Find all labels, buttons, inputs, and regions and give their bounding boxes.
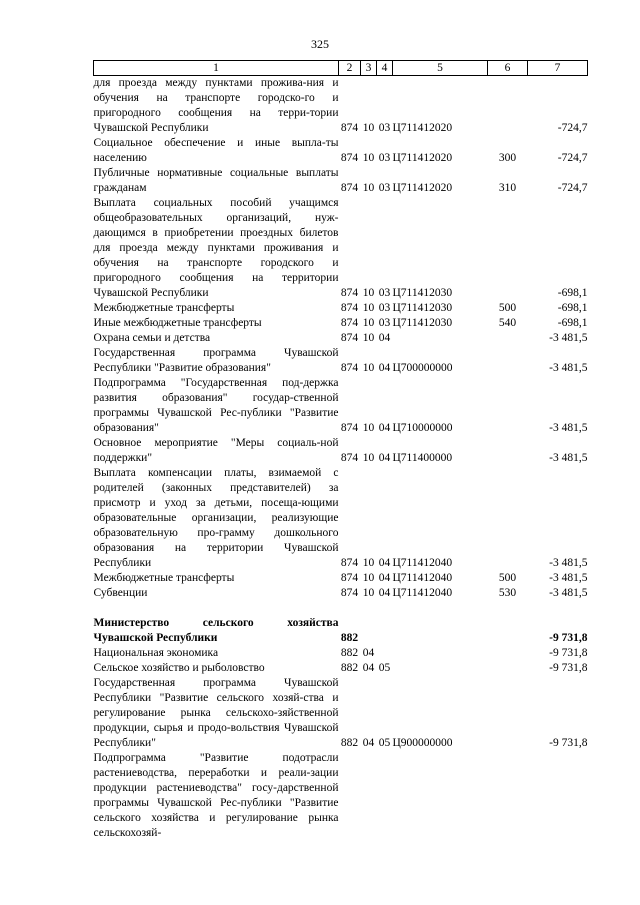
expense-type-code-cell bbox=[488, 196, 528, 301]
subsection-code-cell: 04 bbox=[378, 452, 391, 464]
table-row bbox=[94, 346, 588, 376]
target-article-code-cell: Ц711412030 bbox=[392, 317, 453, 329]
page-number: 325 bbox=[311, 37, 329, 51]
subsection-code-cell: 03 bbox=[378, 287, 391, 299]
admin-code-cell: 882 bbox=[340, 647, 359, 659]
amount-cell: -9 731,8 bbox=[549, 647, 588, 659]
subsection-code-cell: 04 bbox=[378, 587, 391, 599]
column-number-header bbox=[94, 61, 588, 76]
section-code-cell: 04 bbox=[362, 737, 375, 749]
subsection-code-cell: 03 bbox=[378, 317, 391, 329]
item-name-cell: Выплата компенсации платы, взимаемой с родителей (законных представителей) за присмотр и уход за детьми, посеща-ющими образовательные организации, реализующие образовательную про-грамму дошкольного образования на территории Чувашской Республики bbox=[93, 467, 339, 569]
table-row bbox=[94, 136, 588, 166]
admin-code-cell: 882 bbox=[340, 737, 359, 749]
amount-cell: -3 481,5 bbox=[549, 557, 588, 569]
table-row bbox=[94, 331, 588, 346]
item-name-cell: Основное мероприятие "Меры социаль-ной поддержки" bbox=[93, 437, 339, 464]
expense-type-code-cell bbox=[488, 616, 528, 646]
header-col-5: 5 bbox=[393, 61, 488, 76]
target-article-code-cell: Ц711412030 bbox=[392, 302, 453, 314]
target-article-code-cell: Ц711412040 bbox=[392, 557, 453, 569]
item-name-cell: Государственная программа Чувашской Республики "Развитие образования" bbox=[93, 347, 339, 374]
table-row bbox=[94, 571, 588, 586]
section-code-cell bbox=[361, 616, 377, 646]
table-row bbox=[94, 586, 588, 601]
amount-cell: -9 731,8 bbox=[549, 737, 588, 749]
target-article-code-cell bbox=[393, 751, 488, 841]
item-name-cell: Субвенции bbox=[93, 587, 148, 599]
amount-cell: -3 481,5 bbox=[549, 362, 588, 374]
item-name-cell: Охрана семьи и детства bbox=[93, 332, 211, 344]
admin-code-cell: 874 bbox=[340, 572, 359, 584]
target-article-code-cell bbox=[393, 661, 488, 676]
expense-type-code-cell bbox=[488, 751, 528, 841]
amount-cell bbox=[528, 751, 588, 841]
admin-code-cell: 874 bbox=[340, 317, 359, 329]
target-article-code-cell: Ц700000000 bbox=[392, 362, 453, 374]
admin-code-cell: 874 bbox=[340, 182, 359, 194]
subsection-code-cell: 03 bbox=[378, 182, 391, 194]
header-col-2: 2 bbox=[339, 61, 361, 76]
subsection-code-cell: 03 bbox=[378, 152, 391, 164]
table-row bbox=[94, 466, 588, 571]
expense-type-code-cell: 300 bbox=[498, 152, 517, 164]
subsection-code-cell: 04 bbox=[378, 362, 391, 374]
target-article-code-cell: Ц711412020 bbox=[392, 122, 453, 134]
target-article-code-cell: Ц710000000 bbox=[392, 422, 453, 434]
admin-code-cell: 882 bbox=[340, 662, 359, 674]
amount-cell: -9 731,8 bbox=[549, 632, 588, 644]
table-row bbox=[94, 301, 588, 316]
header-col-1: 1 bbox=[94, 61, 339, 76]
admin-code-cell: 874 bbox=[340, 422, 359, 434]
item-name-cell: для проезда между пунктами прожива-ния и обучения на транспорте городско-го и пригородного сообщения на терри-тории Чувашской Республики bbox=[93, 77, 339, 134]
admin-code-cell: 874 bbox=[340, 122, 359, 134]
item-name-cell: Министерство сельского хозяйства Чувашской Республики bbox=[93, 617, 339, 644]
subsection-code-cell: 05 bbox=[378, 662, 391, 674]
section-code-cell: 10 bbox=[362, 182, 375, 194]
table-row bbox=[94, 166, 588, 196]
target-article-code-cell: Ц711412040 bbox=[392, 587, 453, 599]
expense-type-code-cell bbox=[488, 661, 528, 676]
target-article-code-cell: Ц711400000 bbox=[392, 452, 453, 464]
expense-type-code-cell bbox=[488, 376, 528, 436]
table-row bbox=[94, 661, 588, 676]
amount-cell: -724,7 bbox=[557, 182, 588, 194]
expense-type-code-cell bbox=[488, 331, 528, 346]
header-col-6: 6 bbox=[488, 61, 528, 76]
admin-code-cell: 874 bbox=[340, 557, 359, 569]
section-code-cell: 10 bbox=[362, 572, 375, 584]
admin-code-cell: 874 bbox=[340, 452, 359, 464]
table-row bbox=[94, 316, 588, 331]
section-code-cell: 10 bbox=[362, 557, 375, 569]
subsection-code-cell bbox=[377, 646, 393, 661]
section-code-cell: 10 bbox=[362, 422, 375, 434]
section-code-cell: 10 bbox=[362, 152, 375, 164]
spacer-row bbox=[94, 601, 588, 616]
item-name-cell: Государственная программа Чувашской Республики "Развитие сельского хозяй-ства и регулирование рынка сельскохо-зяйственной продукции, сырья и продо-вольствия Чувашской Республики" bbox=[93, 677, 339, 749]
table-row bbox=[94, 676, 588, 751]
item-name-cell: Межбюджетные трансферты bbox=[93, 302, 235, 314]
expense-type-code-cell bbox=[488, 646, 528, 661]
section-code-cell: 10 bbox=[362, 122, 375, 134]
amount-cell: -9 731,8 bbox=[549, 662, 588, 674]
target-article-code-cell: Ц711412020 bbox=[392, 182, 453, 194]
target-article-code-cell: Ц711412020 bbox=[392, 152, 453, 164]
header-col-7: 7 bbox=[528, 61, 588, 76]
subsection-code-cell bbox=[377, 751, 393, 841]
admin-code-cell: 874 bbox=[340, 587, 359, 599]
section-code-cell bbox=[361, 751, 377, 841]
section-code-cell: 10 bbox=[362, 302, 375, 314]
section-code-cell: 10 bbox=[362, 287, 375, 299]
item-name-cell: Сельское хозяйство и рыболовство bbox=[93, 662, 265, 674]
admin-code-cell: 874 bbox=[340, 287, 359, 299]
spacer-cell bbox=[94, 601, 588, 616]
table-row bbox=[94, 751, 588, 841]
item-name-cell: Публичные нормативные социальные выплаты гражданам bbox=[93, 167, 339, 194]
table-row bbox=[94, 616, 588, 646]
table-row bbox=[94, 196, 588, 301]
target-article-code-cell: Ц711412030 bbox=[392, 287, 453, 299]
target-article-code-cell: Ц711412040 bbox=[392, 572, 453, 584]
target-article-code-cell: Ц900000000 bbox=[392, 737, 453, 749]
item-name-cell: Социальное обеспечение и иные выпла-ты населению bbox=[93, 137, 339, 164]
amount-cell: -3 481,5 bbox=[549, 452, 588, 464]
amount-cell: -698,1 bbox=[557, 287, 588, 299]
header-col-3: 3 bbox=[361, 61, 377, 76]
target-article-code-cell bbox=[393, 646, 488, 661]
section-code-cell: 10 bbox=[362, 317, 375, 329]
subsection-code-cell: 03 bbox=[378, 302, 391, 314]
expense-type-code-cell bbox=[488, 346, 528, 376]
amount-cell: -3 481,5 bbox=[549, 422, 588, 434]
admin-code-cell: 874 bbox=[340, 332, 359, 344]
amount-cell: -3 481,5 bbox=[549, 572, 588, 584]
subsection-code-cell: 04 bbox=[378, 422, 391, 434]
section-code-cell: 10 bbox=[362, 452, 375, 464]
subsection-code-cell bbox=[377, 616, 393, 646]
admin-code-cell: 874 bbox=[340, 152, 359, 164]
header-col-4: 4 bbox=[377, 61, 393, 76]
amount-cell: -3 481,5 bbox=[549, 587, 588, 599]
table-row bbox=[94, 376, 588, 436]
section-code-cell: 04 bbox=[362, 647, 375, 659]
expense-type-code-cell: 540 bbox=[498, 317, 517, 329]
subsection-code-cell: 03 bbox=[378, 122, 391, 134]
amount-cell: -724,7 bbox=[557, 152, 588, 164]
table-row bbox=[94, 76, 588, 137]
expense-type-code-cell: 310 bbox=[498, 182, 517, 194]
item-name-cell: Иные межбюджетные трансферты bbox=[93, 317, 262, 329]
subsection-code-cell: 04 bbox=[378, 332, 391, 344]
amount-cell: -698,1 bbox=[557, 302, 588, 314]
item-name-cell: Межбюджетные трансферты bbox=[93, 572, 235, 584]
table-row bbox=[94, 436, 588, 466]
subsection-code-cell: 04 bbox=[378, 557, 391, 569]
subsection-code-cell: 04 bbox=[378, 572, 391, 584]
target-article-code-cell bbox=[393, 616, 488, 646]
expense-type-code-cell bbox=[488, 436, 528, 466]
item-name-cell: Национальная экономика bbox=[93, 647, 219, 659]
item-name-cell: Выплата социальных пособий учащимся общеобразовательных организаций, нуж-дающимся в приобретении проездных билетов для проезда между пунктами проживания и обучения на транспорте городского и пригородного сообщения на территории Чувашской Республики bbox=[93, 197, 339, 299]
admin-code-cell: 882 bbox=[340, 632, 359, 644]
expense-type-code-cell bbox=[488, 676, 528, 751]
amount-cell: -3 481,5 bbox=[549, 332, 588, 344]
section-code-cell: 10 bbox=[362, 587, 375, 599]
section-code-cell: 04 bbox=[362, 662, 375, 674]
expense-type-code-cell: 500 bbox=[498, 572, 517, 584]
subsection-code-cell: 05 bbox=[378, 737, 391, 749]
item-name-cell: Подпрограмма "Развитие подотрасли растениеводства, переработки и реали-зации продукции растениеводства" госу-дарственной программы Чувашской Рес-публики "Развитие сельского хозяйства и регулирование рынка сельскохозяй- bbox=[93, 752, 339, 839]
admin-code-cell: 874 bbox=[340, 302, 359, 314]
target-article-code-cell bbox=[393, 331, 488, 346]
expense-type-code-cell: 530 bbox=[498, 587, 517, 599]
amount-cell: -698,1 bbox=[557, 317, 588, 329]
item-name-cell: Подпрограмма "Государственная под-держка развития образования" государ-ственной программы Чувашской Рес-публики "Развитие образования" bbox=[93, 377, 339, 434]
expense-type-code-cell bbox=[488, 76, 528, 137]
section-code-cell: 10 bbox=[362, 362, 375, 374]
amount-cell: -724,7 bbox=[557, 122, 588, 134]
admin-code-cell: 874 bbox=[340, 362, 359, 374]
table-row bbox=[94, 646, 588, 661]
expense-type-code-cell bbox=[488, 466, 528, 571]
table-body bbox=[94, 76, 588, 842]
section-code-cell: 10 bbox=[362, 332, 375, 344]
budget-table bbox=[93, 60, 588, 841]
expense-type-code-cell: 500 bbox=[498, 302, 517, 314]
admin-code-cell bbox=[339, 751, 361, 841]
